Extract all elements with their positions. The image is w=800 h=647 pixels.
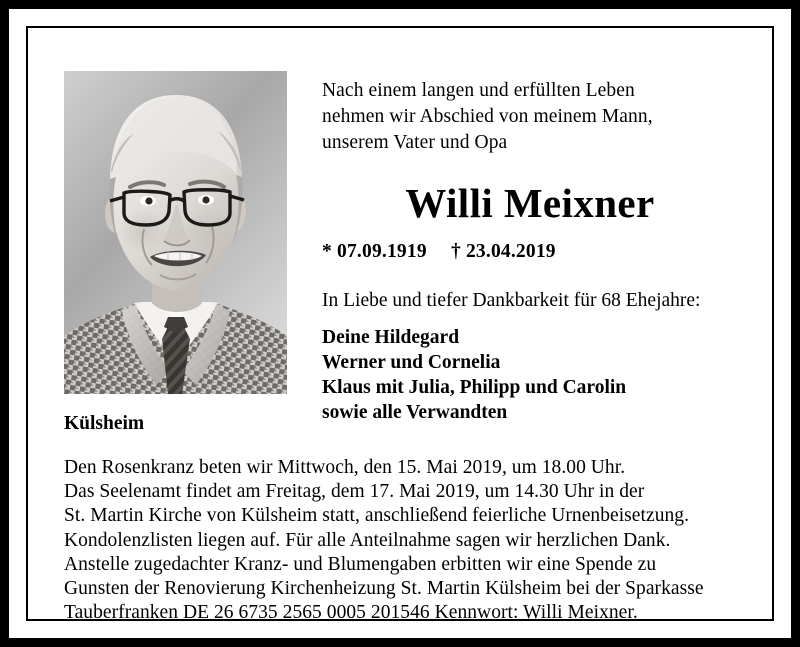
details-line-5: Anstelle zugedachter Kranz- und Blumengaben erbitten wir eine Spende zu — [64, 553, 657, 575]
death-symbol: † — [450, 241, 461, 262]
intro-line-1: Nach einem langen und erfüllten Leben — [322, 80, 635, 101]
details-line-3: St. Martin Kirche von Külsheim statt, anschließend feierliche Urnenbeisetzung. — [64, 505, 690, 527]
survivor-line-4: sowie alle Verwandten — [322, 402, 508, 423]
birth-date: 07.09.1919 — [337, 241, 427, 262]
gratitude-text: In Liebe und tiefer Dankbarkeit für 68 Ehejahre: — [322, 290, 701, 311]
life-dates — [322, 240, 752, 264]
notice-header-column — [322, 78, 752, 425]
details-line-7: Tauberfranken DE 26 6735 2565 0005 201546 Kennwort: Willi Meixner. — [64, 602, 638, 624]
intro-line-2: nehmen wir Abschied von meinem Mann, — [322, 106, 653, 127]
details-line-4: Kondolenzlisten liegen auf. Für alle Anteilnahme sagen wir herzlichen Dank. — [64, 529, 671, 551]
details-line-1: Den Rosenkranz beten wir Mittwoch, den 15. Mai 2019, um 18.00 Uhr. — [64, 457, 626, 478]
details-line-6: Gunsten der Renovierung Kirchenheizung St. Martin Külsheim bei der Sparkasse — [64, 578, 704, 600]
notice-content — [26, 26, 774, 624]
intro-text — [322, 78, 752, 156]
survivor-line-1: Deine Hildegard — [322, 327, 460, 348]
survivors-list — [322, 325, 752, 425]
deceased-name: Willi Meixner — [405, 180, 655, 226]
death-date: 23.04.2019 — [465, 241, 556, 262]
place-name: Külsheim — [64, 413, 145, 434]
birth-symbol: * — [322, 241, 332, 262]
intro-line-3: unserem Vater und Opa — [322, 132, 508, 153]
funeral-details — [64, 456, 756, 625]
survivor-line-3: Klaus mit Julia, Philipp und Carolin — [322, 377, 627, 398]
survivor-line-2: Werner und Cornelia — [322, 352, 501, 373]
portrait-photo — [64, 71, 287, 394]
details-line-2: Das Seelenamt findet am Freitag, dem 17. Mai 2019, um 14.30 Uhr in der — [64, 481, 645, 503]
